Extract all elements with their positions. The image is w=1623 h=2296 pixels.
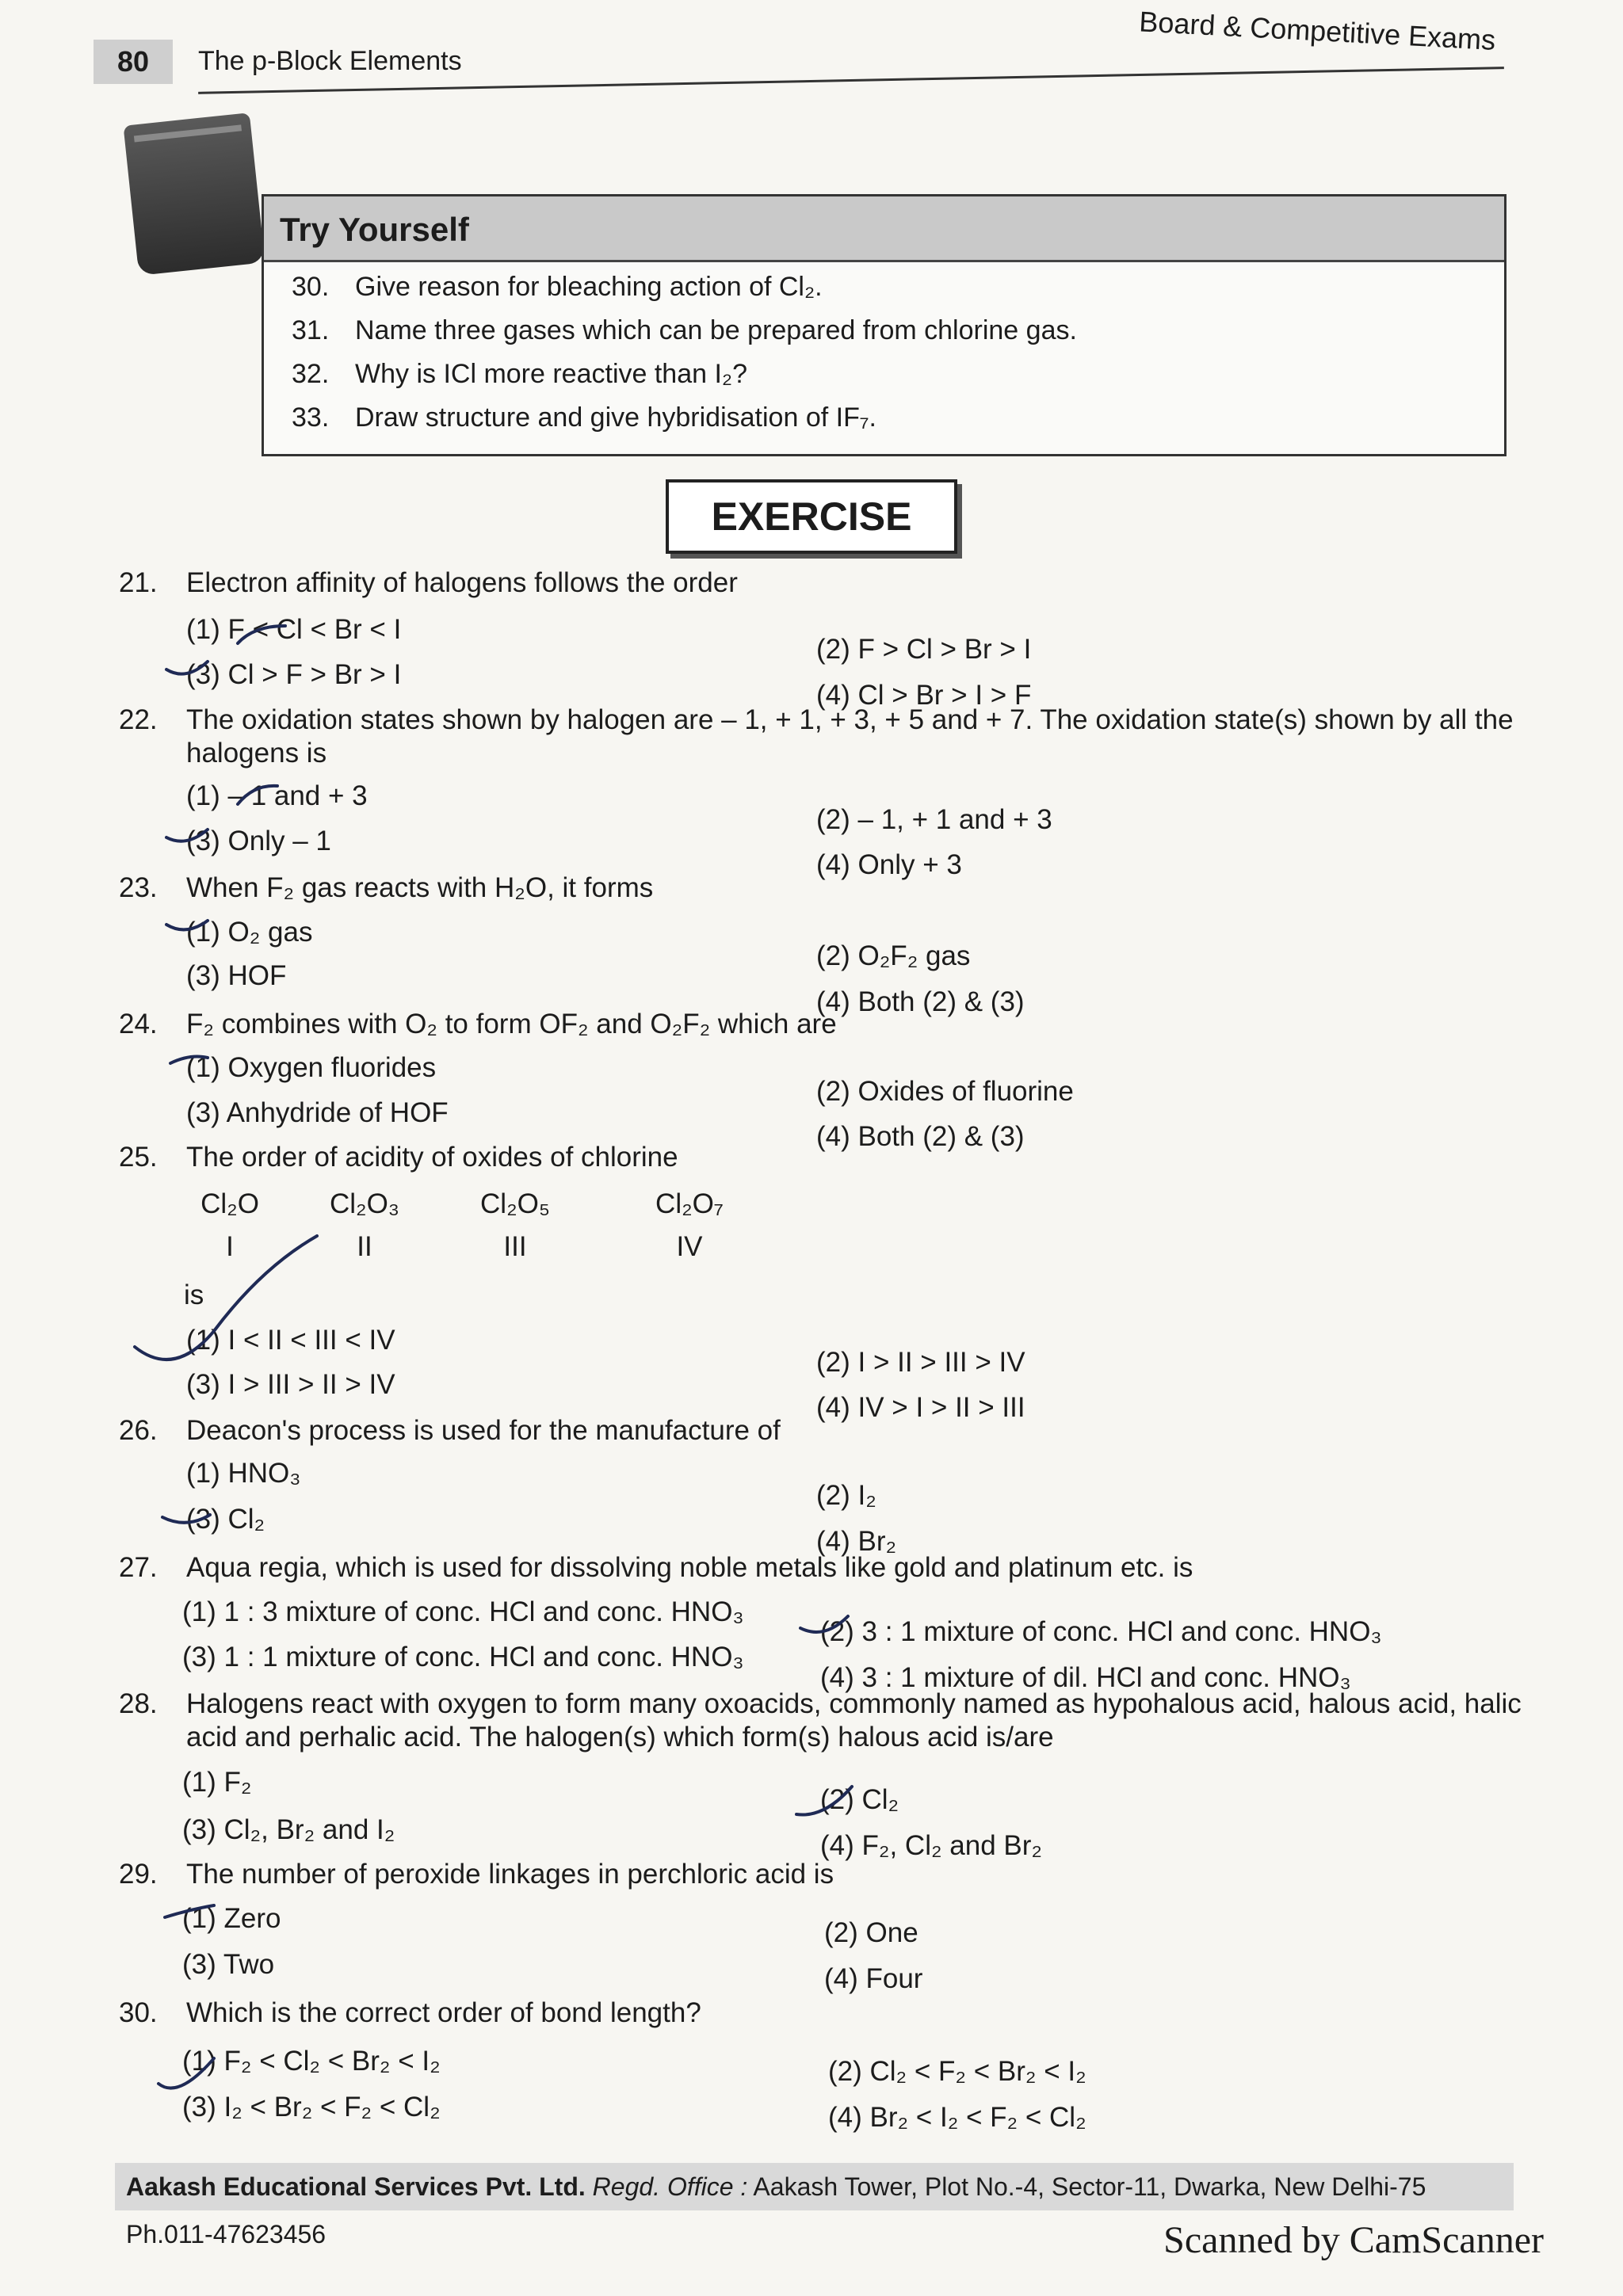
option: (4) F₂, Cl₂ and Br₂ — [820, 1830, 1042, 1861]
oxides-row — [182, 1188, 785, 1283]
option: (4) 3 : 1 mixture of dil. HCl and conc. HNO₃ — [820, 1662, 1351, 1693]
textbook-page: 80 The p-Block Elements Board & Competitive Exams Try Yourself 30. Give reason for bleaching action of Cl₂. 31. Name three gases which can be prepared from chlorine gas. 32. Why is ICl more reactive than I₂? 33. Draw structure and give hybridisation of IF₇. EXERCISE 21. Electron affinity of halogens follows the order (1) F < Cl < Br < I (2) F > Cl > Br > I (3) Cl > F > Br > I (4) Cl > Br > I > F 22. The oxidation states shown by halogen are – 1, + 1, + 3, + 5 and + 7. The oxidation state(s) shown by all the halogens is (1) – 1 and + 3 (2) – 1, + 1 and + 3 (3) Only – 1 (4) Only + 3 23. When F₂ gas reacts with H₂O, it forms (1) O₂ gas (2) O₂F₂ gas (3) HOF (4) Both (2) & (3) 24. F₂ combines with O₂ to form OF₂ and O₂F₂ which are (1) Oxygen fluorides (2) Oxides of fluorine (3) Anhydride of HOF (4) Both (2) & (3) 25. The order of acidity of oxides of chlorine Cl₂O I Cl₂O₃ II Cl₂O₅ III Cl₂O₇ IV is (1) I < II < III < IV (2) I > II > III > IV (3) I > III > II > IV (4) IV > I > II > III 26. Deacon's process is used for the manufacture of (1) HNO₃ (2) I₂ (3) Cl₂ (4) Br₂ 27. Aqua regia, which is used for dissolving noble metals like gold and platinum etc. is (1) 1 : 3 mixture of conc. HCl and conc. HNO₃ (2) 3 : 1 mixture of conc. HCl and conc. HNO₃ (3) 1 : 1 mixture of conc. HCl and conc. HNO₃ (4) 3 : 1 mixture of dil. HCl and conc. HNO₃ 28. Halogens react with oxygen to form many oxoacids, commonly named as hypohalous acid, halous acid, halic acid and perhalic acid. The halogen(s) which form(s) halous acid is/are (1) F₂ (2) Cl₂ (3) Cl₂, Br₂ and I₂ (4) F₂, Cl₂ and Br₂ 29. The number of peroxide linkages in perchloric acid is (1) Zero (2) One (3) Two (4) Four 30. Which is the correct order of bond length? (1) F₂ < Cl₂ < Br₂ < I₂ (2) Cl₂ < F₂ < Br₂ < I₂ (3) I₂ < Br₂ < F₂ < Cl₂ (4) Br₂ < I₂ < F₂ < Cl₂ Aakash Educational Services Pvt. Ltd. Regd. Office : Aakash Tower, Plot No.-4, Sector-11, Dwarka, New Delhi-75 Ph.011-47623456 Scanned by CamScanner — [0, 0, 1623, 2296]
option: (4) Four — [824, 1963, 923, 1994]
exercise-heading: EXERCISE — [666, 479, 957, 554]
publisher-address: Aakash Tower, Plot No.-4, Sector-11, Dwarka, New Delhi-75 Ph.011-47623456 — [126, 2172, 1426, 2248]
option: (4) Br₂ — [816, 1526, 897, 1557]
option: (4) IV > I > II > III — [816, 1392, 1025, 1423]
chapter-title: The p-Block Elements — [198, 46, 462, 76]
book-icon — [124, 113, 265, 276]
option: (1) – 1 and + 3 — [186, 780, 368, 811]
option: (1) I < II < III < IV — [186, 1325, 395, 1356]
oxide: Cl₂O₃ II — [329, 1188, 400, 1262]
scanner-watermark: Scanned by CamScanner — [1163, 2219, 1544, 2261]
option: (4) Br₂ < I₂ < F₂ < Cl₂ — [828, 2102, 1086, 2133]
option: (1) F < Cl < Br < I — [186, 614, 402, 645]
option: (2) Cl₂ — [820, 1784, 899, 1815]
option: (3) Cl > F > Br > I — [186, 659, 402, 690]
option: (4) Both (2) & (3) — [816, 986, 1025, 1017]
option: (2) Cl₂ < F₂ < Br₂ < I₂ — [828, 2056, 1086, 2087]
option: (1) HNO₃ — [186, 1458, 301, 1489]
option: (2) I₂ — [816, 1480, 876, 1511]
try-item: 30. Give reason for bleaching action of Cl₂. — [292, 272, 823, 302]
option: (2) I > II > III > IV — [816, 1347, 1025, 1378]
option: (2) F > Cl > Br > I — [816, 634, 1032, 665]
option: (1) F₂ — [182, 1767, 252, 1798]
series-title: Board & Competitive Exams — [1138, 5, 1496, 56]
option: (2) – 1, + 1 and + 3 — [816, 804, 1052, 835]
option: (3) Cl₂, Br₂ and I₂ — [182, 1814, 395, 1845]
oxide: Cl₂O₅ III — [480, 1188, 550, 1262]
try-item: 32. Why is ICl more reactive than I₂? — [292, 359, 748, 389]
try-item: 33. Draw structure and give hybridisation of IF₇. — [292, 402, 876, 433]
oxide: Cl₂O I — [200, 1188, 259, 1262]
option: (3) I > III > II > IV — [186, 1369, 395, 1400]
try-item: 31. Name three gases which can be prepared from chlorine gas. — [292, 315, 1077, 345]
option: (1) 1 : 3 mixture of conc. HCl and conc. HNO₃ — [182, 1596, 744, 1627]
is-text: is — [184, 1280, 204, 1310]
option: (2) Oxides of fluorine — [816, 1076, 1074, 1107]
try-yourself-header — [264, 196, 1504, 262]
option: (3) 1 : 1 mixture of conc. HCl and conc. HNO₃ — [182, 1642, 744, 1672]
option: (2) O₂F₂ gas — [816, 940, 971, 971]
option: (3) Anhydride of HOF — [186, 1097, 449, 1128]
option: (4) Only + 3 — [816, 849, 962, 880]
option: (2) One — [824, 1917, 918, 1948]
option: (1) F₂ < Cl₂ < Br₂ < I₂ — [182, 2046, 441, 2077]
option: (1) O₂ gas — [186, 917, 313, 948]
option: (3) Cl₂ — [186, 1504, 265, 1535]
page-number: 80 — [94, 40, 173, 84]
option: (1) Oxygen fluorides — [186, 1052, 437, 1083]
option: (1) Zero — [182, 1903, 281, 1934]
publisher-name: Aakash Educational Services Pvt. Ltd. — [126, 2172, 586, 2201]
option: (3) I₂ < Br₂ < F₂ < Cl₂ — [182, 2092, 441, 2122]
office-label: Regd. Office : — [592, 2172, 748, 2201]
oxide: Cl₂O₇ IV — [655, 1188, 724, 1262]
option: (4) Both (2) & (3) — [816, 1121, 1025, 1152]
option: (3) HOF — [186, 960, 287, 991]
option: (2) 3 : 1 mixture of conc. HCl and conc. HNO₃ — [820, 1616, 1382, 1647]
try-yourself-box — [262, 194, 1507, 456]
option: (3) Two — [182, 1949, 275, 1980]
try-yourself-title: Try Yourself — [280, 211, 469, 248]
option: (4) Cl > Br > I > F — [816, 680, 1032, 711]
option: (3) Only – 1 — [186, 826, 331, 856]
